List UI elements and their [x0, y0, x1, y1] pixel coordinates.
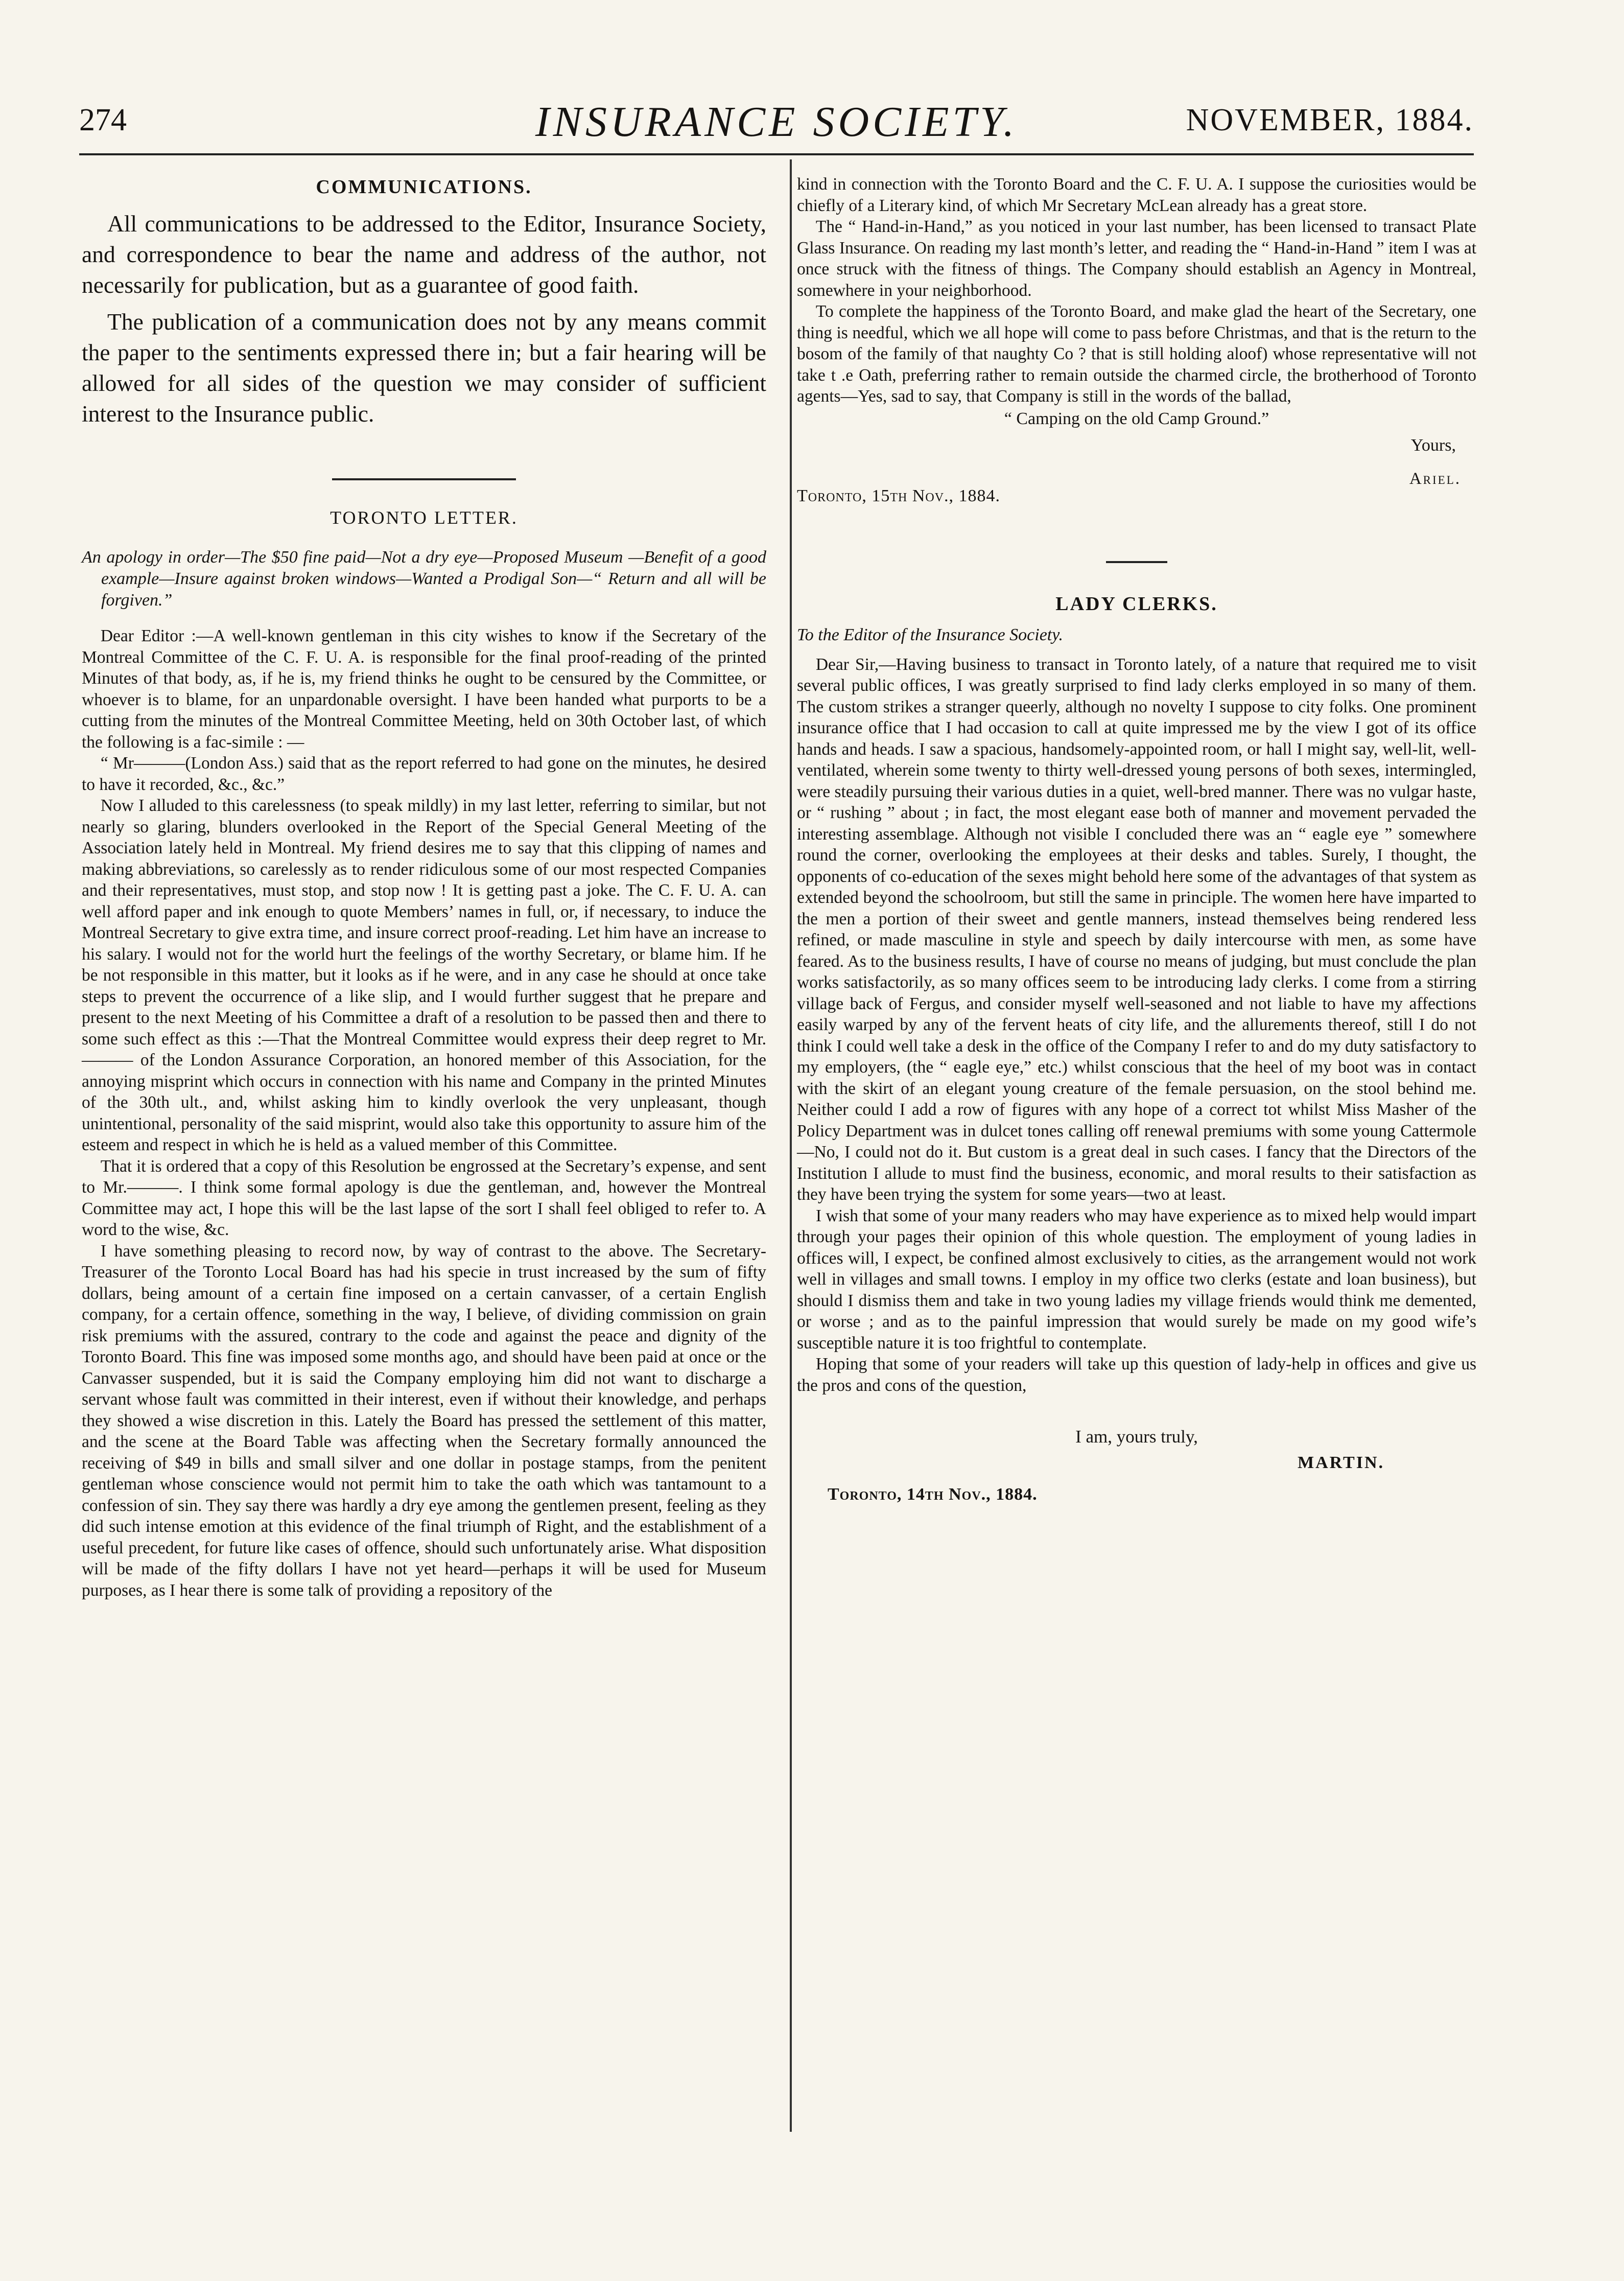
communications-paragraph: All communications to be addressed to the Editor, Insurance Society, and correspondence to bear the name and address of the author, not necessarily for publication, but as a guarantee of good faith. — [82, 211, 766, 298]
letter-paragraph: Dear Editor :—A well-known gentleman in this city wishes to know if the Secretary of the Montreal Committee of the C. F. U. A. is responsible for the final proof-reading of the printed Minutes of that body, as, if he is, my friend thinks he ought to be censured by the Committee, or whoever is to blame, for an unpardonable oversight. I have been handed what purports to be a cutting from the minutes of the Montreal Committee Meeting, held on 30th October last, of which the following is a fac-simile : — — [82, 626, 766, 752]
right-column — [797, 174, 1476, 1504]
issue-date: NOVEMBER, 1884. — [1186, 103, 1474, 137]
letter-closing: I am, yours truly, — [1075, 1427, 1198, 1447]
letter-paragraph: The “ Hand-in-Hand,” as you noticed in your last number, has been licensed to transact Plate Glass Insurance. On reading my last month’s letter, and reading the “ Hand-in-Hand ” item I was at once struck with the fitness of things. The Company should establish an Agency in Montreal, somewhere in your neighborhood. — [797, 217, 1476, 300]
letter-paragraph: Now I alluded to this carelessness (to speak mildly) in my last letter, referring to similar, but not nearly so glaring, blunders overlooked in the Report of the Special General Meeting of the Association lately held in Montreal. My friend desires me to say that this clipping of names and making abbreviations, so carelessly as to render ridiculous some of our most respected Companies and their representatives, must stop, and stop now ! It is getting past a joke. The C. F. U. A. can well afford paper and ink enough to quote Members’ names in full, or, if necessary, to induce the Montreal Secretary to give extra time, and insure correct proof-reading. Let him have an increase to his salary. I would not for the world hurt the feelings of the worthy Secretary, or blame him. If he be not responsible in this matter, but it looks as if he were, and in any case he should at once take steps to prevent the occurrence of a like slip, and I would further suggest that he prepare and present to the next Meeting of his Committee a draft of a resolution to be passed then and there to some such effect as this :—That the Montreal Committee would express their deep regret to Mr.——— of the London Assurance Corporation, an honored member of this Association, for the annoying misprint which occurs in connection with his name and Company in the printed Minutes of the 30th ult., and, whilst asking him to kindly overlook the very unpleasant, though unintentional, personality of the said misprint, would also take this opportunity to assure him of the esteem and respect in which he is held as a valued member of this Committee. — [82, 796, 766, 1154]
letter-dateline: Toronto, 15th Nov., 1884. — [797, 486, 1001, 505]
letter-paragraph: kind in connection with the Toronto Board and the C. F. U. A. I suppose the curiosities would be chiefly of a Literary kind, of which Mr Secretary McLean already has a great store. — [797, 175, 1476, 215]
letter-paragraph: Dear Sir,—Having business to transact in Toronto lately, of a nature that required me to visit several public offices, I was greatly surprised to find lady clerks employed in so many of them. The custom strikes a stranger queerly, although no novelty I suppose to city folks. One prominent insurance office that I had occasion to call at quite impressed me by the view I got of its office hands and heads. I saw a spacious, handsomely-appointed room, or hall I might say, well-lit, well-ventilated, wherein some twenty to thirty well-dressed young persons of both sexes, intermingled, were steadily pursuing their various duties in a quiet, well-bred manner. There was no vulgar haste, or “ rushing ” about ; in fact, the most elegant ease both of manner and movement pervaded the interesting assemblage. Although not visible I concluded there was an “ eagle eye ” somewhere round the corner, overlooking the employees at their desks and tables. Surely, I thought, the opponents of co-education of the sexes might behold here some of the advantages of that system as extended beyond the schoolroom, but still the same in principle. The women here have imparted to the men a portion of their sweet and gentle manners, instead themselves being rendered less refined, or made masculine in style and speech by daily intercourse with men, as some have feared. As to the business results, I have of course no means of judging, but must conclude the plan works satisfactorily, as so many offices seem to be introducing lady clerks. I come from a stirring village back of Fergus, and consider myself well-seasoned and not liable to have my affections easily warped by any of the fervent heats of city life, and the allurements thereof, still I do not think I could well take a desk in the office of the Company I refer to and do my duty satisfactory to my employers, (the “ eagle eye,” etc.) whilst conscious that the heel of my boot was in contact with the skirt of an elegant young creature of the female persuasion, on the stool behind me. Neither could I add a row of figures with any hope of a correct tot whilst Miss Masher of the Policy Department was in dulcet tones calling off renewal premiums with some young Cattermole—No, I could not do it. But custom is a great deal in such cases. I fancy that the Directors of the Institution I allude to must find the business, economic, and moral results to their satisfaction as they have been trying the system for some years—two at least. — [797, 655, 1476, 1204]
letter-closing: Yours, — [1410, 435, 1456, 455]
column-divider — [790, 159, 792, 2132]
communications-heading: COMMUNICATIONS. — [316, 176, 532, 198]
toronto-letter-heading: TORONTO LETTER. — [330, 507, 518, 528]
lady-clerks-salutation: To the Editor of the Insurance Society. — [797, 625, 1063, 644]
letter-dateline: Toronto, 14th Nov., 1884. — [828, 1485, 1038, 1504]
letter-paragraph: “ Mr———(London Ass.) said that as the report referred to had gone on the minutes, he desired to have it recorded, &c., &c.” — [82, 754, 766, 794]
left-column — [82, 174, 766, 1601]
letter-paragraph: Hoping that some of your readers will take up this question of lady-help in offices and give us the pros and cons of the question, — [797, 1355, 1476, 1395]
toronto-letter-deck: An apology in order—The $50 fine paid—Not a dry eye—Proposed Museum —Benefit of a good example—Insure against broken windows—Wanted a Prodigal Son—“ Return and all will be forgiven.” — [82, 548, 766, 610]
letter-signature: MARTIN. — [1298, 1453, 1384, 1472]
letter-paragraph: I have something pleasing to record now, by way of contrast to the above. The Secretary-Treasurer of the Toronto Local Board has had his specie in trust increased by the sum of fifty dollars, being amount of a certain fine imposed on a certain canvasser, of a certain English company, for a certain offence, something in the way, I believe, of dividing commission on grain risk premiums with the assured, contrary to the code and against the peace and dignity of the Toronto Board. This fine was imposed some months ago, and should have been paid at once or the Canvasser suspended, but it is said the Company employing him did not want to discharge a servant whose fault was committed in their interest, even if without their knowledge, and perhaps they showed a wise discretion in this. Lately the Board has pressed the settlement of this matter, and the scene at the Board Table was affecting when the Secretary formally announced the receiving of $49 in bills and small silver and one dollar in postage stamps, from the penitent gentleman whose conscience would not permit him to take the oath which was tantamount to a confession of sin. They say there was hardly a dry eye among the gentlemen present, feeling as they did such intense emotion at this evidence of the final triumph of Right, and the establishment of a useful precedent, for future like cases of offence, should such unfortunately arise. What disposition will be made of the fifty dollars I have not yet heard—perhaps it will be used for Museum purposes, as I hear there is some talk of providing a repository of the — [82, 1241, 766, 1600]
publication-title: INSURANCE SOCIETY. — [535, 98, 1018, 146]
header-rule — [79, 153, 1474, 155]
lady-clerks-heading: LADY CLERKS. — [1055, 593, 1218, 615]
page-header — [79, 92, 1474, 148]
page-number: 274 — [79, 103, 127, 137]
section-divider — [1106, 561, 1167, 563]
letter-signature: Ariel. — [1409, 469, 1461, 488]
letter-paragraph: I wish that some of your many readers who may have experience as to mixed help would impart through your pages their opinion of this whole question. The employment of young ladies in offices will, I expect, be confined almost exclusively to cities, as the arrangement would not work well in villages and small towns. I employ in my office two clerks (estate and loan business), but should I dismiss them and take in two young ladies my village friends would think me demented, or worse ; and as to the painful impression that would surely be made on my good wife’s susceptible nature it is too frightful to contemplate. — [797, 1206, 1476, 1353]
letter-paragraph: That it is ordered that a copy of this Resolution be engrossed at the Secretary’s expense, and sent to Mr.———. I think some formal apology is due the gentleman, and, however the Montreal Committee may act, I hope this will be the last lapse of the sort I shall feel obliged to refer to. A word to the wise, &c. — [82, 1156, 766, 1239]
letter-paragraph: To complete the happiness of the Toronto Board, and make glad the heart of the Secretary, one thing is needful, which we all hope will come to pass before Christmas, and that is the return to the bosom of the family of that naughty Co ? that is still holding aloof) whose representative will not take t .e Oath, preferring rather to remain outside the charmed circle, the brotherhood of Toronto agents—Yes, sad to say, that Company is still in the words of the ballad, — [797, 302, 1476, 406]
communications-paragraph: The publication of a communication does not by any means commit the paper to the sentiments expressed there in; but a fair hearing will be allowed for all sides of the question we may consider of sufficient interest to the Insurance public. — [82, 309, 766, 427]
section-divider — [332, 478, 516, 480]
ballad-quote: “ Camping on the old Camp Ground.” — [1004, 409, 1269, 428]
